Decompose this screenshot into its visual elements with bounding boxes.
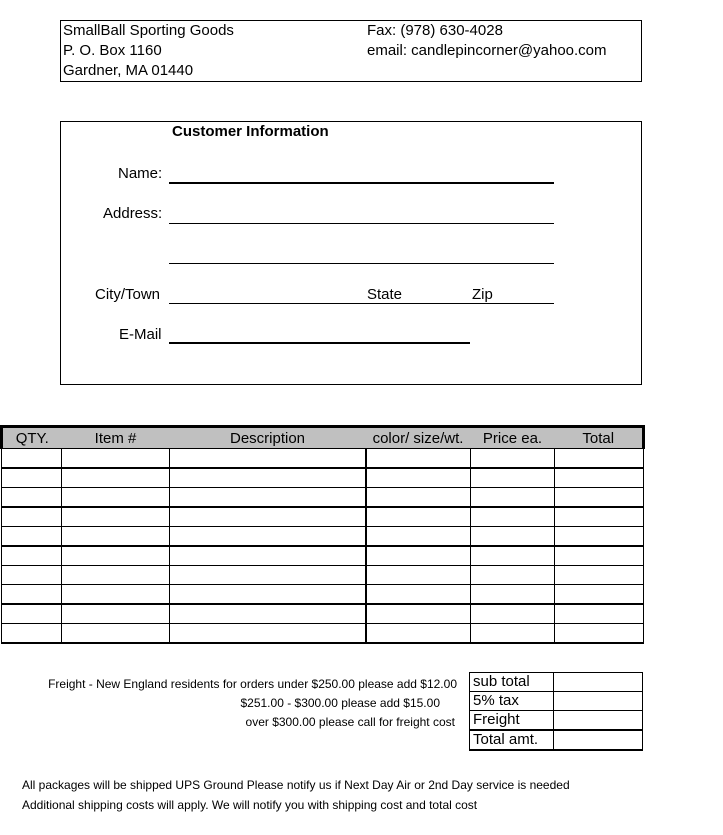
color-size-cell[interactable] <box>366 585 471 605</box>
item-number-cell[interactable] <box>62 585 170 605</box>
total-cell[interactable] <box>555 546 644 566</box>
price-cell[interactable] <box>471 527 555 547</box>
price-cell[interactable] <box>471 585 555 605</box>
subtotal-label: sub total <box>470 673 554 692</box>
customer-info-box <box>60 121 642 385</box>
total-amount-row <box>470 730 643 750</box>
item-number-cell[interactable] <box>62 527 170 547</box>
company-address-line1: P. O. Box 1160 <box>63 42 162 59</box>
qty-cell[interactable] <box>2 604 62 624</box>
address-field-line[interactable] <box>169 223 554 224</box>
qty-cell[interactable] <box>2 624 62 644</box>
color-size-cell[interactable] <box>366 546 471 566</box>
table-row <box>2 566 644 585</box>
table-row <box>2 624 644 644</box>
state-label: State <box>367 286 403 303</box>
item-number-cell[interactable] <box>62 624 170 644</box>
city-state-zip-field-line[interactable] <box>169 303 554 304</box>
total-cell[interactable] <box>555 566 644 585</box>
total-cell[interactable] <box>555 507 644 527</box>
table-header-row <box>2 427 644 449</box>
table-row <box>2 449 644 469</box>
freight-note-line2: $251.00 - $300.00 please add $15.00 <box>240 696 440 710</box>
company-name: SmallBall Sporting Goods <box>63 22 234 39</box>
email-field-line[interactable] <box>169 342 470 344</box>
price-cell[interactable] <box>471 566 555 585</box>
name-label: Name: <box>118 165 163 182</box>
price-cell[interactable] <box>471 507 555 527</box>
company-address-line2: Gardner, MA 01440 <box>63 62 194 79</box>
color-size-cell[interactable] <box>366 527 471 547</box>
description-cell[interactable] <box>170 566 366 585</box>
zip-label: Zip <box>472 286 493 303</box>
total-cell[interactable] <box>555 488 644 508</box>
price-cell[interactable] <box>471 624 555 644</box>
email-label: E-Mail <box>119 326 162 343</box>
totals-table <box>469 672 643 751</box>
company-email: email: candlepincorner@yahoo.com <box>367 42 607 59</box>
column-header-total: Total <box>555 427 644 449</box>
total-cell[interactable] <box>555 585 644 605</box>
name-field-line[interactable] <box>169 182 554 184</box>
tax-label: 5% tax <box>470 692 554 711</box>
freight-row <box>470 711 643 731</box>
subtotal-value[interactable] <box>554 673 643 692</box>
description-cell[interactable] <box>170 585 366 605</box>
freight-note-line3: over $300.00 please call for freight cost <box>245 715 455 729</box>
qty-cell[interactable] <box>2 449 62 469</box>
description-cell[interactable] <box>170 488 366 508</box>
shipping-note-line2: Additional shipping costs will apply. We will notify you with shipping cost and total cost <box>22 798 478 812</box>
table-row <box>2 507 644 527</box>
freight-note-line1: Freight - New England residents for orders under $250.00 please add $12.00 <box>48 677 457 691</box>
description-cell[interactable] <box>170 468 366 488</box>
description-cell[interactable] <box>170 527 366 547</box>
item-number-cell[interactable] <box>62 604 170 624</box>
price-cell[interactable] <box>471 468 555 488</box>
price-cell[interactable] <box>471 488 555 508</box>
total-cell[interactable] <box>555 527 644 547</box>
table-row <box>2 527 644 547</box>
freight-value[interactable] <box>554 711 643 731</box>
company-fax: Fax: (978) 630-4028 <box>367 22 503 39</box>
qty-cell[interactable] <box>2 546 62 566</box>
qty-cell[interactable] <box>2 468 62 488</box>
item-number-cell[interactable] <box>62 546 170 566</box>
color-size-cell[interactable] <box>366 566 471 585</box>
qty-cell[interactable] <box>2 488 62 508</box>
subtotal-row <box>470 673 643 692</box>
order-items-table <box>0 425 645 644</box>
table-row <box>2 604 644 624</box>
description-cell[interactable] <box>170 507 366 527</box>
table-row <box>2 488 644 508</box>
item-number-cell[interactable] <box>62 488 170 508</box>
price-cell[interactable] <box>471 449 555 469</box>
description-cell[interactable] <box>170 449 366 469</box>
price-cell[interactable] <box>471 546 555 566</box>
column-header-price-each: Price ea. <box>471 427 555 449</box>
city-label: City/Town <box>95 286 161 303</box>
qty-cell[interactable] <box>2 585 62 605</box>
address-field-line-2[interactable] <box>169 263 554 264</box>
item-number-cell[interactable] <box>62 566 170 585</box>
item-number-cell[interactable] <box>62 449 170 469</box>
column-header-color-size-weight: color/ size/wt. <box>366 427 471 449</box>
table-row <box>2 546 644 566</box>
qty-cell[interactable] <box>2 507 62 527</box>
item-number-cell[interactable] <box>62 468 170 488</box>
address-label: Address: <box>103 205 163 222</box>
shipping-note-line1: All packages will be shipped UPS Ground Please notify us if Next Day Air or 2nd Day service is needed <box>22 778 570 792</box>
color-size-cell[interactable] <box>366 624 471 644</box>
color-size-cell[interactable] <box>366 468 471 488</box>
total-cell[interactable] <box>555 604 644 624</box>
color-size-cell[interactable] <box>366 488 471 508</box>
total-cell[interactable] <box>555 449 644 469</box>
description-cell[interactable] <box>170 546 366 566</box>
total-amount-value[interactable] <box>554 730 643 750</box>
table-row <box>2 585 644 605</box>
color-size-cell[interactable] <box>366 604 471 624</box>
table-row <box>2 468 644 488</box>
column-header-qty: QTY. <box>2 427 62 449</box>
color-size-cell[interactable] <box>366 449 471 469</box>
total-cell[interactable] <box>555 624 644 644</box>
item-number-cell[interactable] <box>62 507 170 527</box>
tax-value[interactable] <box>554 692 643 711</box>
color-size-cell[interactable] <box>366 507 471 527</box>
customer-info-title: Customer Information <box>172 123 329 140</box>
qty-cell[interactable] <box>2 566 62 585</box>
price-cell[interactable] <box>471 604 555 624</box>
column-header-description: Description <box>170 427 366 449</box>
tax-row <box>470 692 643 711</box>
total-amount-label: Total amt. <box>470 730 554 750</box>
total-cell[interactable] <box>555 468 644 488</box>
qty-cell[interactable] <box>2 527 62 547</box>
description-cell[interactable] <box>170 624 366 644</box>
column-header-item-number: Item # <box>62 427 170 449</box>
freight-label: Freight <box>470 711 554 731</box>
description-cell[interactable] <box>170 604 366 624</box>
